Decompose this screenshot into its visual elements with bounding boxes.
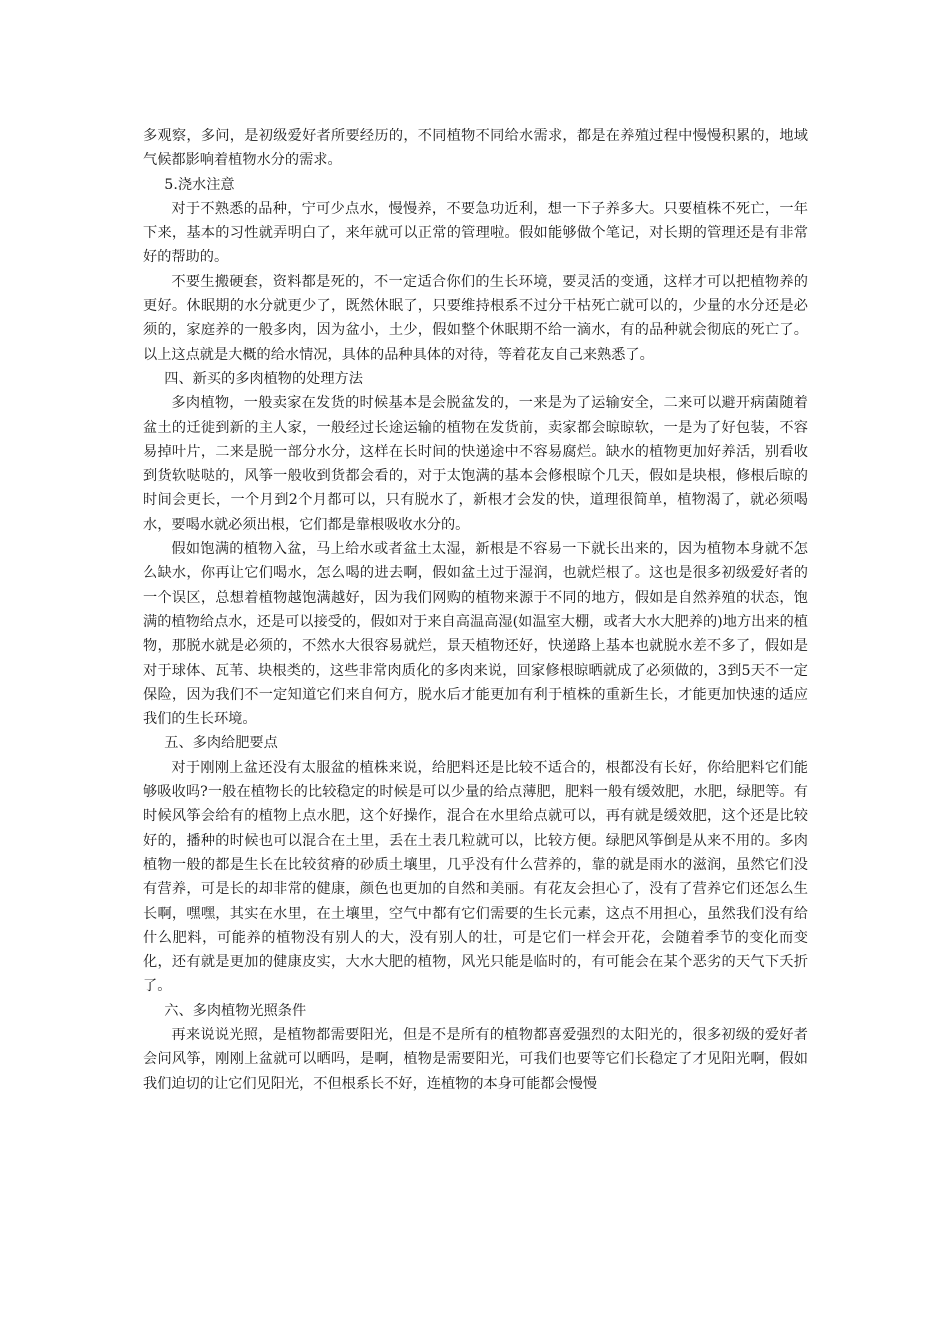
subheading-watering-notes: 5.浇水注意 [164, 176, 235, 193]
body-paragraph: 不要生搬硬套，资料都是死的，不一定适合你们的生长环境，要灵活的变通，这样才可以把植物养的更好。休眠期的水分就更少了，既然休眠了，只要维持根系不过分干枯死亡就可以的，少量的水分还是必须的，家庭养的一般多肉，因为盆小，土少，假如整个休眠期不给一滴水，有的品种就会彻底的死亡了。以上这点就是大概的给水情况，具体的品种具体的对待，等着花友自己来熟悉了。 [143, 273, 808, 363]
body-paragraph: 假如饱满的植物入盆，马上给水或者盆土太湿，新根是不容易一下就长出来的，因为植物本身就不怎么缺水，你再让它们喝水，怎么喝的进去啊，假如盆土过于湿润，也就烂根了。这也是很多初级爱好者的一个误区，总想着植物越饱满越好，因为我们网购的植物来源于不同的地方，假如是自然养殖的状态，饱满的植物给点水，还是可以接受的，假如对于来自高温高湿(如温室大棚，或者大水大肥养的)地方出来的植物，那脱水就是必须的，不然水大很容易就烂，景天植物还好，快递路上基本也就脱水差不多了，假如是对于球体、瓦苇、块根类的，这些非常肉质化的多肉来说，回家修根晾晒就成了必须做的，3到5天不一定保险，因为我们不一定知道它们来自何方，脱水后才能更加有利于植株的重新生长，才能更加快速的适应我们的生长环境。 [143, 541, 808, 728]
body-paragraph: 再来说说光照，是植物都需要阳光，但是不是所有的植物都喜爱强烈的太阳光的，很多初级的爱好者会问风筝，刚刚上盆就可以晒吗，是啊，植物是需要阳光，可我们也要等它们长稳定了才见阳光啊，假如我们迫切的让它们见阳光，不但根系长不好，连植物的本身可能都会慢慢 [143, 1026, 808, 1092]
section-heading-light: 六、多肉植物光照条件 [164, 1002, 307, 1019]
section-heading-fertilizer: 五、多肉给肥要点 [164, 735, 278, 752]
paragraph-continuation: 多观察，多问，是初级爱好者所要经历的，不同植物不同给水需求，都是在养殖过程中慢慢积累的，地域气候都影响着植物水分的需求。 [143, 128, 808, 169]
body-paragraph: 多肉植物，一般卖家在发货的时候基本是会脱盆发的，一来是为了运输安全，二来可以避开病菌随着盆土的迁徙到新的主人家，一般经过长途运输的植物在发货前，卖家都会晾晾软，一是为了好包装，不容易掉叶片，二来是脱一部分水分，这样在长时间的快递途中不容易腐烂。缺水的植物更加好养活，别看收到货软哒哒的，风筝一般收到货都会看的，对于太饱满的基本会修根晾个几天，假如是块根，修根后晾的时间会更长，一个月到2个月都可以，只有脱水了，新根才会发的快，道理很简单，植物渴了，就必须喝水，要喝水就必须出根，它们都是靠根吸收水分的。 [143, 395, 808, 533]
section-heading-new-plants: 四、新买的多肉植物的处理方法 [164, 370, 363, 387]
body-paragraph: 对于不熟悉的品种，宁可少点水，慢慢养，不要急功近利，想一下子养多大。只要植株不死亡，一年下来，基本的习性就弄明白了，来年就可以正常的管理啦。假如能够做个笔记，对长期的管理还是有非常好的帮助的。 [143, 200, 808, 266]
body-paragraph: 对于刚刚上盆还没有太服盆的植株来说，给肥料还是比较不适合的，根都没有长好，你给肥料它们能够吸收吗?一般在植物长的比较稳定的时候是可以少量的给点薄肥，肥料一般有缓效肥，水肥，绿肥等。有时候风筝会给有的植物上点水肥，这个好操作，混合在水里给点就可以，再有就是缓效肥，这个还是比较好的，播种的时候也可以混合在土里，丢在土表几粒就可以，比较方便。绿肥风筝倒是从来不用的。多肉植物一般的都是生长在比较贫瘠的砂质土壤里，几乎没有什么营养的，靠的就是雨水的滋润，虽然它们没有营养，可是长的却非常的健康，颜色也更加的自然和美丽。有花友会担心了，没有了营养它们还怎么生长啊，嘿嘿，其实在水里，在土壤里，空气中都有它们需要的生长元素，这点不用担心，虽然我们没有给什么肥料，可能养的植物没有别人的大，没有别人的壮，可是它们一样会开花，会随着季节的变化而变化，还有就是更加的健康皮实，大水大肥的植物，风光只能是临时的，有可能会在某个恶劣的天气下夭折了。 [143, 759, 808, 995]
document-page [143, 124, 808, 1096]
